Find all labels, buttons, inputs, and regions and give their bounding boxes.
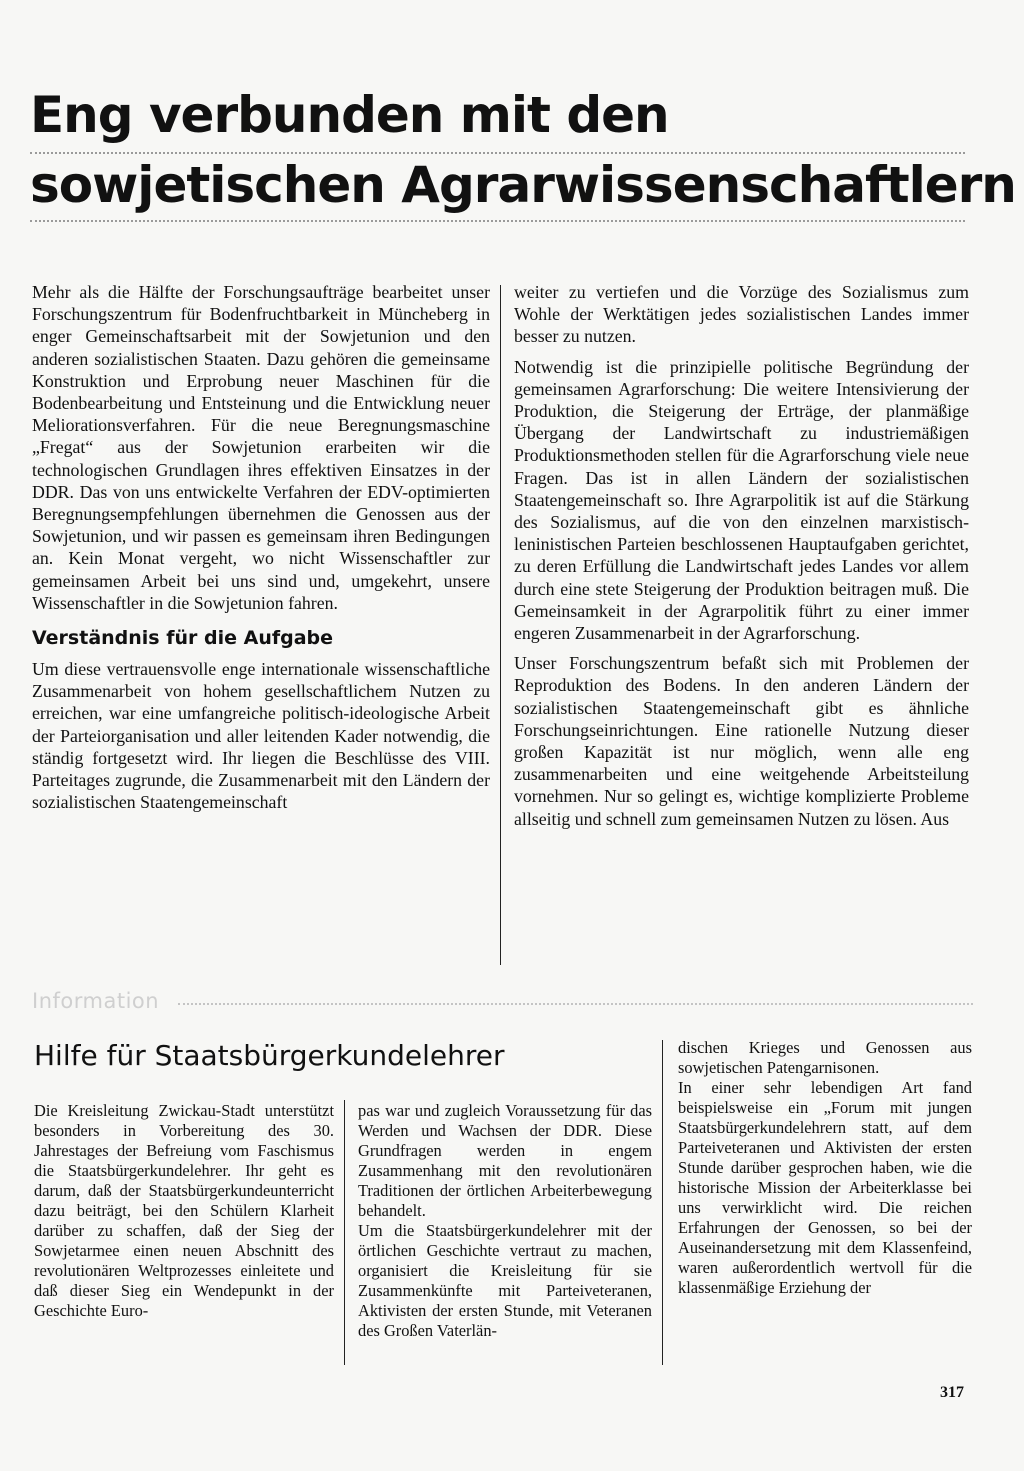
headline-line-2: sowjetischen Agrarwissenschaftlern [30,156,1016,214]
info-paragraph: dischen Krieges und Genossen aus sowjetischen Patengarnisonen. [678,1038,972,1077]
article-column-2 [514,281,969,966]
article-column-1 [32,281,490,966]
article-paragraph: Um diese vertrauensvolle enge internationale wissenschaftliche Zusammenarbeit von hohem gesellschaftlichem Nutzen zu erreichen, war eine umfangreiche politisch-ideologische Arbeit der Parteiorganisation und aller leitenden Kader notwendig, die ständig fortgesetzt wird. Ihr liegen die Beschlüsse des VIII. Parteitages zugrunde, die Zusammenarbeit mit den Ländern der sozialistischen Staatengemeinschaft [32,659,490,813]
article-paragraph: Mehr als die Hälfte der Forschungsaufträge bearbeitet unser Forschungszentrum für Bodenfruchtbarkeit in Müncheberg in enger Gemeinschaftsarbeit mit der Sowjetunion und den anderen sozialistischen Staaten. Dazu gehören die gemeinsame Konstruktion und Erprobung neuer Maschinen für die Bodenbearbeitung und Entsteinung und die Entwicklung neuer Meliorationsverfahren. Für die neue Beregnungsmaschine „Fregat“ aus der Sowjetunion erarbeiten wir die technologischen Grundlagen ihres effektiven Einsatzes in der DDR. Das von uns entwickelte Verfahren der EDV-optimierten Beregnungsempfehlungen übernehmen die Genossen aus der Sowjetunion, und wir passen es gemeinsam ihren Bedingungen an. Kein Monat vergeht, wo nicht Wissenschaftler zur gemeinsamen Arbeit bei uns sind und, umgekehrt, unsere Wissenschaftler in die Sowjetunion fahren. [32,282,490,613]
info-divider-2 [662,1040,663,1365]
article-paragraph: Unser Forschungszentrum befaßt sich mit Problemen der Reproduktion des Bodens. In den anderen Ländern der sozialistischen Staatengemeinschaft gibt es ähnliche Forschungseinrichtungen. Eine rationelle Nutzung dieser großen Kapazität ist nur möglich, wenn alle eng zusammenarbeiten und eine weitgehende Arbeitsteilung vornehmen. Nur so gelingt es, wichtige komplizierte Probleme allseitig und schnell zum gemeinsamen Nutzen zu lösen. Aus [514,653,969,829]
info-column-2 [358,1101,652,1371]
info-paragraph: Die Kreisleitung Zwickau-Stadt unterstützt besonders in Vorbereitung des 30. Jahrestages der Befreiung vom Faschismus die Staatsbürgerkundelehrer. Ihr geht es darum, daß der Staatsbürgerkundeunterricht dazu beiträgt, bei den Schülern Klarheit darüber zu schaffen, daß der Sieg der Sowjetarmee einen neuen Abschnitt des revolutionären Weltprozesses einleitete und daß dieser Sieg ein Wendepunkt in der Geschichte Euro- [34,1101,334,1320]
headline-rule-top [30,152,965,154]
info-title: Hilfe für Staatsbürgerkundelehrer [34,1039,505,1072]
info-column-3 [678,1038,972,1368]
article-subheading: Verständnis für die Aufgabe [32,627,334,650]
article-paragraph: Notwendig ist die prinzipielle politische Begründung der gemeinsamen Agrarforschung: Die weitere Intensivierung der Produktion, die Steigerung der Erträge, der planmäßige Übergang der Landwirtschaft zu industriemäßigen Produktionsmethoden stellen für die Agrarforschung viele neue Fragen. Das ist in allen Ländern der sozialistischen Staatengemeinschaft so. Ihre Agrarpolitik ist auf die Stärkung des Sozialismus, auf die von den einzelnen marxistisch-leninistischen Parteien beschlossenen Hauptaufgaben gerichtet, zu deren Erfüllung die Landwirtschaft jedes Landes vor allem durch eine stete Steigerung der Produktion beitragen muß. Die Gemeinsamkeit in der Agrarpolitik führt zu einer immer engeren Zusammenarbeit in der Agrarforschung. [514,356,969,644]
info-paragraph: In einer sehr lebendigen Art fand beispielsweise ein „Forum mit jungen Staatsbürgerkundelehrern statt, auf dem Parteiveteranen und Aktivisten der ersten Stunde darüber gesprochen haben, wie die historische Mission der Arbeiterklasse bei uns verwirklicht wird. Die reichen Erfahrungen der Genossen, so bei der Auseinandersetzung mit dem Klassenfeind, waren außerordentlich wertvoll für die klassenmäßige Erziehung der [678,1078,972,1297]
column-divider [500,285,501,965]
headline-line-1: Eng verbunden mit den [30,86,669,144]
section-label: Information [32,989,160,1013]
article-paragraph: weiter zu vertiefen und die Vorzüge des Sozialismus zum Wohle der Werktätigen jedes sozialistischen Landes immer besser zu nutzen. [514,282,969,347]
info-divider-1 [344,1100,345,1365]
info-column-1 [34,1101,334,1371]
info-paragraph: pas war und zugleich Voraussetzung für das Werden und Wachsen der DDR. Diese Grundfragen werden in engem Zusammenhang mit den revolutionären Traditionen der örtlichen Arbeiterbewegung behandelt. [358,1101,652,1220]
section-rule [178,1003,973,1005]
headline-rule-bottom [30,220,965,222]
info-paragraph: Um die Staatsbürgerkundelehrer mit der örtlichen Geschichte vertraut zu machen, organisiert die Kreisleitung für sie Zusammenkünfte mit Parteiveteranen, Aktivisten der ersten Stunde, mit Veteranen des Großen Vaterlän- [358,1221,652,1340]
page-number: 317 [940,1384,964,1401]
